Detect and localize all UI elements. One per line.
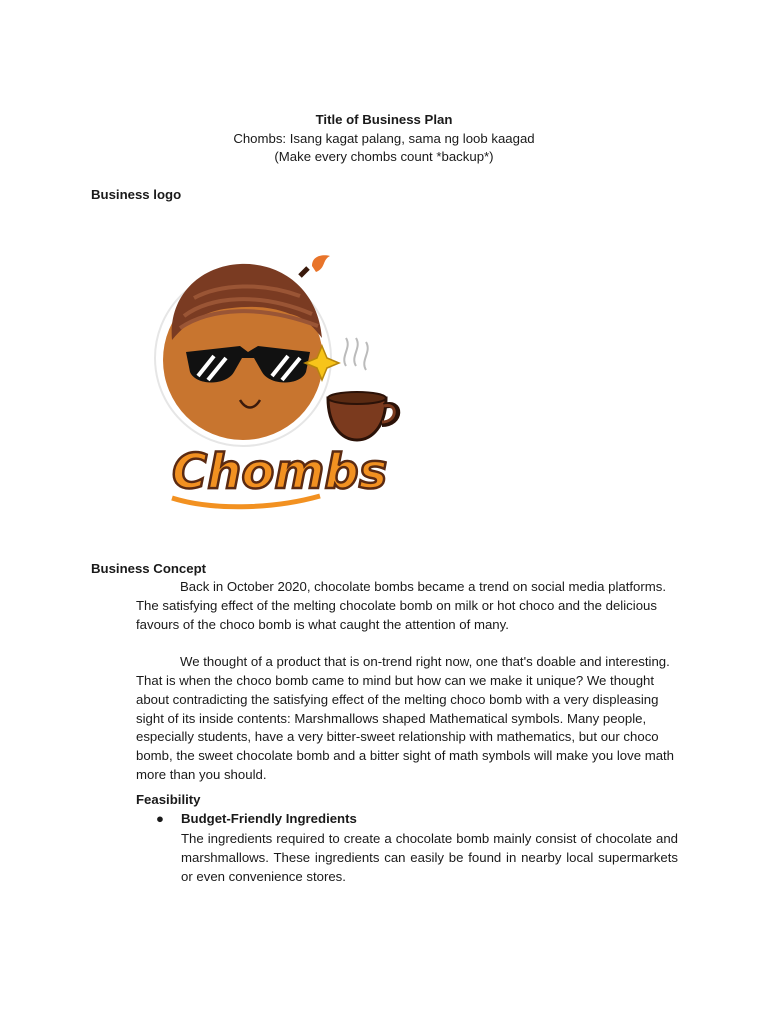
business-concept-body	[136, 578, 678, 785]
feasibility-heading: Feasibility	[136, 792, 201, 807]
bullet-icon: ●	[156, 811, 164, 826]
feasibility-item-text: The ingredients required to create a chocolate bomb mainly consist of chocolate and marshmallows. These ingredients can easily be found in nearby local supermarkets or even convenience stores.	[181, 831, 678, 884]
title-block	[0, 111, 768, 167]
business-concept-heading: Business Concept	[91, 561, 207, 576]
logo-text: Chombs	[172, 444, 388, 500]
chombs-logo-icon	[150, 248, 410, 518]
flame-icon	[312, 255, 330, 272]
concept-paragraph: Back in October 2020, chocolate bombs became a trend on social media platforms. The satisfying effect of the melting chocolate bomb on milk or hot choco and the delicious favours of the choco bomb is what caught the attention of many.	[136, 579, 666, 632]
concept-paragraph: We thought of a product that is on-trend right now, one that's doable and interesting. That is when the choco bomb came to mind but how can we make it unique? We thought about contradicting the satisfying effect of the melting choco bomb with a very displeasing sight of its inside contents: Marshmallows shaped Mathematical symbols. Many people, especially students, have a very bitter-sweet relationship with mathematics, but our choco bomb, the sweet chocolate bomb and a bitter sight of math symbols will make you love math more than you should.	[136, 654, 675, 782]
feasibility-item-label: Budget-Friendly Ingredients	[181, 811, 357, 826]
business-logo-heading: Business logo	[91, 187, 182, 202]
tagline: (Make every chombs count *backup*)	[274, 149, 494, 165]
business-name-subtitle: Chombs: Isang kagat palang, sama ng loob kaagad	[233, 130, 535, 146]
business-logo	[150, 248, 410, 518]
document-title: Title of Business Plan	[315, 112, 453, 127]
